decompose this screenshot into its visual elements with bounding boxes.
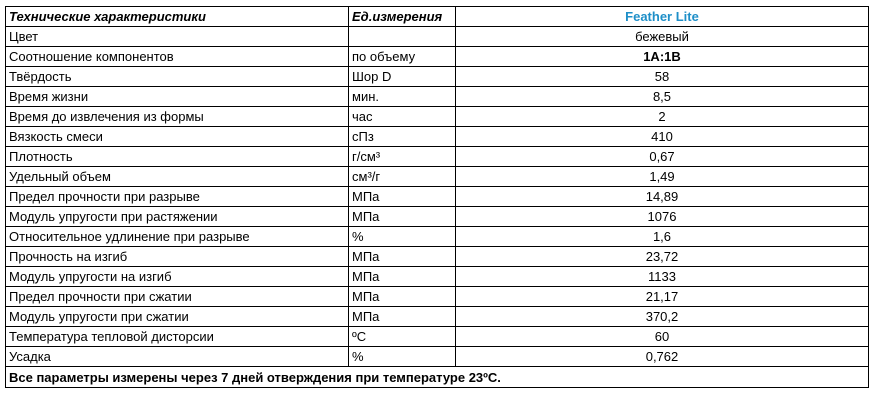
- param-cell: Цвет: [6, 27, 349, 47]
- table-row: [6, 47, 869, 67]
- value-cell: 14,89: [456, 187, 869, 207]
- param-cell: Температура тепловой дисторсии: [6, 327, 349, 347]
- param-cell: Время до извлечения из формы: [6, 107, 349, 127]
- unit-cell: г/см³: [349, 147, 456, 167]
- unit-cell: [349, 27, 456, 47]
- table-row: [6, 287, 869, 307]
- table-row: [6, 207, 869, 227]
- param-cell: Предел прочности при сжатии: [6, 287, 349, 307]
- param-cell: Время жизни: [6, 87, 349, 107]
- param-cell: Прочность на изгиб: [6, 247, 349, 267]
- unit-cell: см³/г: [349, 167, 456, 187]
- unit-cell: час: [349, 107, 456, 127]
- table-row: [6, 267, 869, 287]
- value-cell: 410: [456, 127, 869, 147]
- unit-cell: ºС: [349, 327, 456, 347]
- table-row: [6, 307, 869, 327]
- param-cell: Твёрдость: [6, 67, 349, 87]
- unit-cell: МПа: [349, 207, 456, 227]
- unit-cell: Шор D: [349, 67, 456, 87]
- table-row: [6, 187, 869, 207]
- table-row: [6, 327, 869, 347]
- value-cell: 1,6: [456, 227, 869, 247]
- value-cell: 1076: [456, 207, 869, 227]
- unit-cell: МПа: [349, 307, 456, 327]
- unit-cell: МПа: [349, 267, 456, 287]
- footer-note: Все параметры измерены через 7 дней отверждения при температуре 23ºС.: [6, 367, 869, 388]
- unit-cell: МПа: [349, 287, 456, 307]
- value-cell: 58: [456, 67, 869, 87]
- param-cell: Плотность: [6, 147, 349, 167]
- table-row: [6, 147, 869, 167]
- unit-cell: МПа: [349, 247, 456, 267]
- table-row: [6, 107, 869, 127]
- product-column-header: Feather Lite: [456, 7, 869, 27]
- unit-cell: мин.: [349, 87, 456, 107]
- value-cell: 1,49: [456, 167, 869, 187]
- value-cell: 23,72: [456, 247, 869, 267]
- unit-cell: %: [349, 347, 456, 367]
- param-cell: Модуль упругости при растяжении: [6, 207, 349, 227]
- value-cell: 0,67: [456, 147, 869, 167]
- value-cell: 1А:1В: [456, 47, 869, 67]
- table-header-row: [6, 7, 869, 27]
- unit-cell: по объему: [349, 47, 456, 67]
- table-body: [6, 27, 869, 388]
- param-cell: Соотношение компонентов: [6, 47, 349, 67]
- param-cell: Модуль упругости на изгиб: [6, 267, 349, 287]
- spec-table: [5, 6, 869, 388]
- unit-cell: МПа: [349, 187, 456, 207]
- param-cell: Вязкость смеси: [6, 127, 349, 147]
- value-cell: 60: [456, 327, 869, 347]
- param-cell: Относительное удлинение при разрыве: [6, 227, 349, 247]
- param-cell: Модуль упругости при сжатии: [6, 307, 349, 327]
- unit-column-header: Ед.измерения: [349, 7, 456, 27]
- unit-cell: сПз: [349, 127, 456, 147]
- param-cell: Усадка: [6, 347, 349, 367]
- value-cell: 1133: [456, 267, 869, 287]
- table-row: [6, 247, 869, 267]
- value-cell: 21,17: [456, 287, 869, 307]
- table-row: [6, 347, 869, 367]
- param-cell: Предел прочности при разрыве: [6, 187, 349, 207]
- param-column-header: Технические характеристики: [6, 7, 349, 27]
- value-cell: 8,5: [456, 87, 869, 107]
- unit-cell: %: [349, 227, 456, 247]
- value-cell: 370,2: [456, 307, 869, 327]
- footer-row: [6, 367, 869, 388]
- value-cell: бежевый: [456, 27, 869, 47]
- value-cell: 0,762: [456, 347, 869, 367]
- table-row: [6, 27, 869, 47]
- table-row: [6, 227, 869, 247]
- table-row: [6, 67, 869, 87]
- table-row: [6, 87, 869, 107]
- param-cell: Удельный объем: [6, 167, 349, 187]
- table-row: [6, 127, 869, 147]
- table-row: [6, 167, 869, 187]
- value-cell: 2: [456, 107, 869, 127]
